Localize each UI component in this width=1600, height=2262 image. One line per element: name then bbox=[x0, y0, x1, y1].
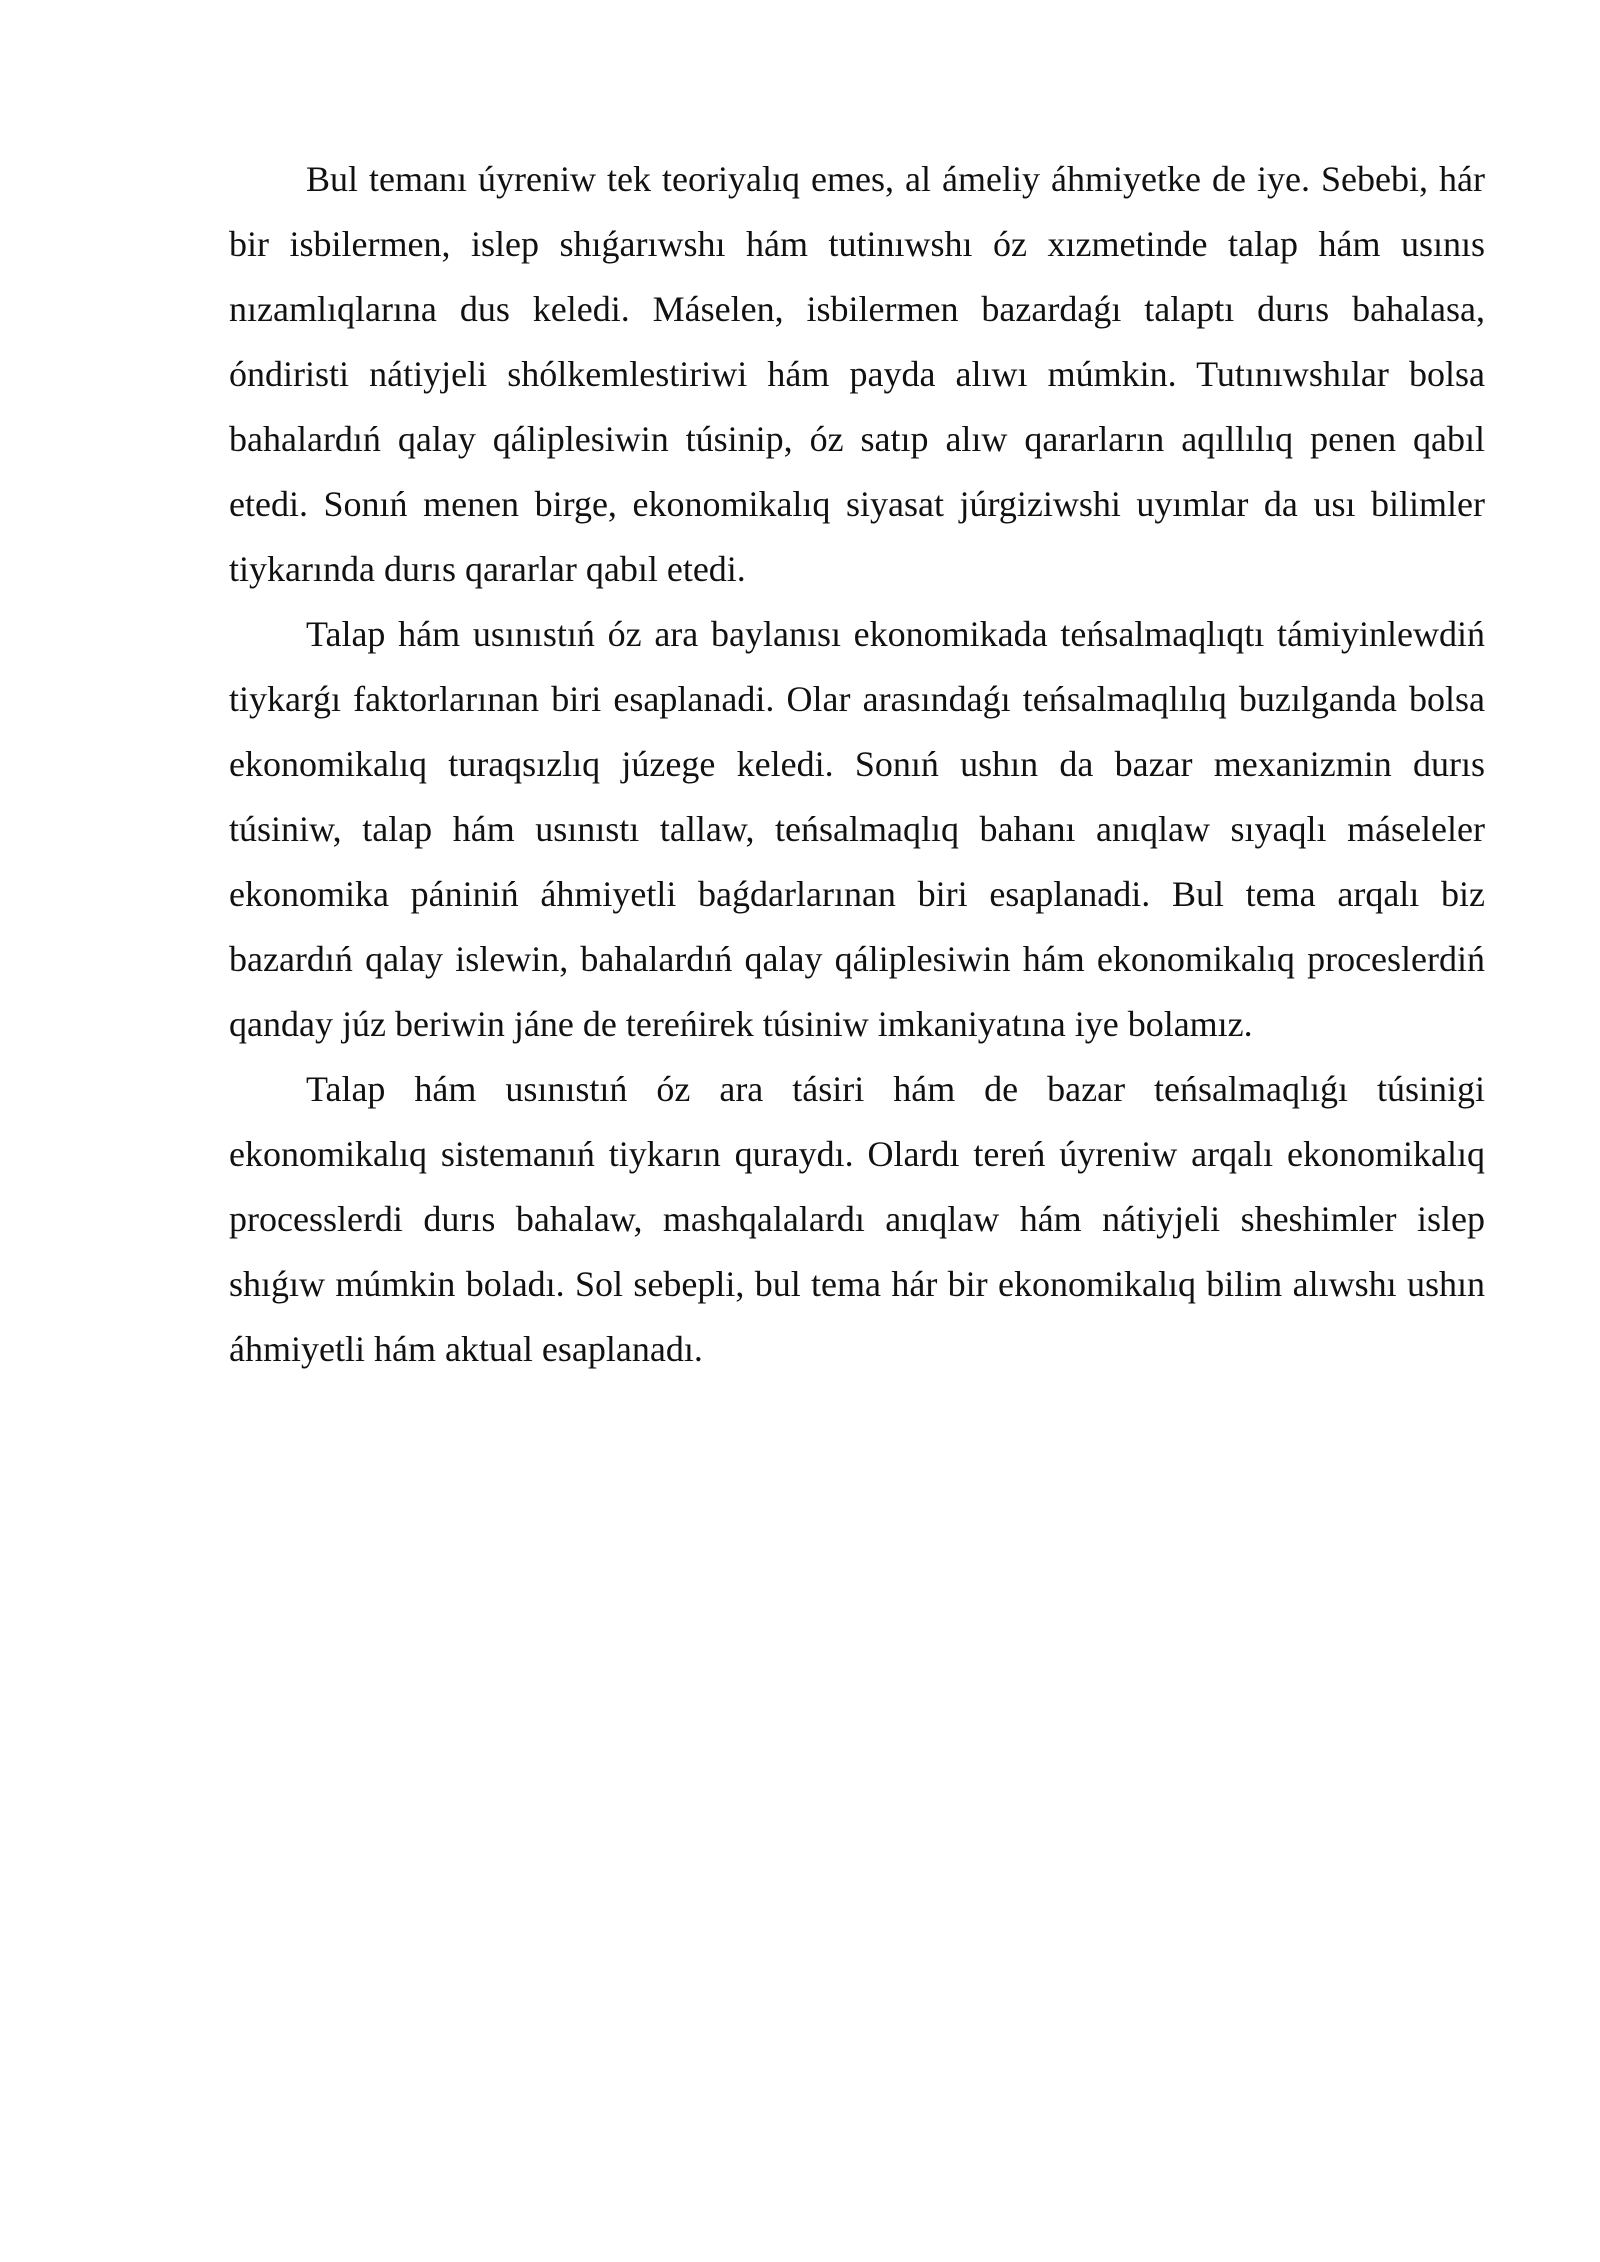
document-body bbox=[229, 147, 1485, 1382]
paragraph-market-equilibrium: Talap hám usınıstıń óz ara baylanısı ekonomikada teńsalmaqlıqtı támiyinlewdiń tiykarǵı faktorlarınan biri esaplanadi. Olar arasındaǵı teńsalmaqlılıq buzılganda bolsa ekonomikalıq turaqsızlıq júzege keledi. Sonıń ushın da bazar mexanizmin durıs túsiniw, talap hám usınıstı tallaw, teńsalmaqlıq bahanı anıqlaw sıyaqlı máseleler ekonomika pániniń áhmiyetli baǵdarlarınan biri esaplanadi. Bul tema arqalı biz bazardıń qalay islewin, bahalardıń qalay qáliplesiwin hám ekonomikalıq proceslerdiń qanday júz beriwin jáne de tereńirek túsiniw imkaniyatına iye bolamız. bbox=[229, 614, 1485, 1044]
paragraph-practical-importance: Bul temanı úyreniw tek teoriyalıq emes, al ámeliy áhmiyetke de iye. Sebebi, hár bir isbilermen, islep shıǵarıwshı hám tutinıwshı óz xızmetinde talap hám usınıs nızamlıqlarına dus keledi. Máselen, isbilermen bazardaǵı talaptı durıs bahalasa, óndiristi nátiyjeli shólkemlestiriwi hám payda alıwı múmkin. Tutınıwshılar bolsa bahalardıń qalay qáliplesiwin túsinip, óz satıp alıw qararların aqıllılıq penen qabıl etedi. Sonıń menen birge, ekonomikalıq siyasat júrgiziwshi uyımlar da usı bilimler tiykarında durıs qararlar qabıl etedi. bbox=[229, 159, 1485, 589]
paragraph-conclusion: Talap hám usınıstıń óz ara tásiri hám de bazar teńsalmaqlıǵı túsinigi ekonomikalıq sistemanıń tiykarın quraydı. Olardı tereń úyreniw arqalı ekonomikalıq processlerdi durıs bahalaw, mashqalalardı anıqlaw hám nátiyjeli sheshimler islep shıǵıw múmkin boladı. Sol sebepli, bul tema hár bir ekonomikalıq bilim alıwshı ushın áhmiyetli hám aktual esaplanadı. bbox=[229, 1069, 1485, 1369]
